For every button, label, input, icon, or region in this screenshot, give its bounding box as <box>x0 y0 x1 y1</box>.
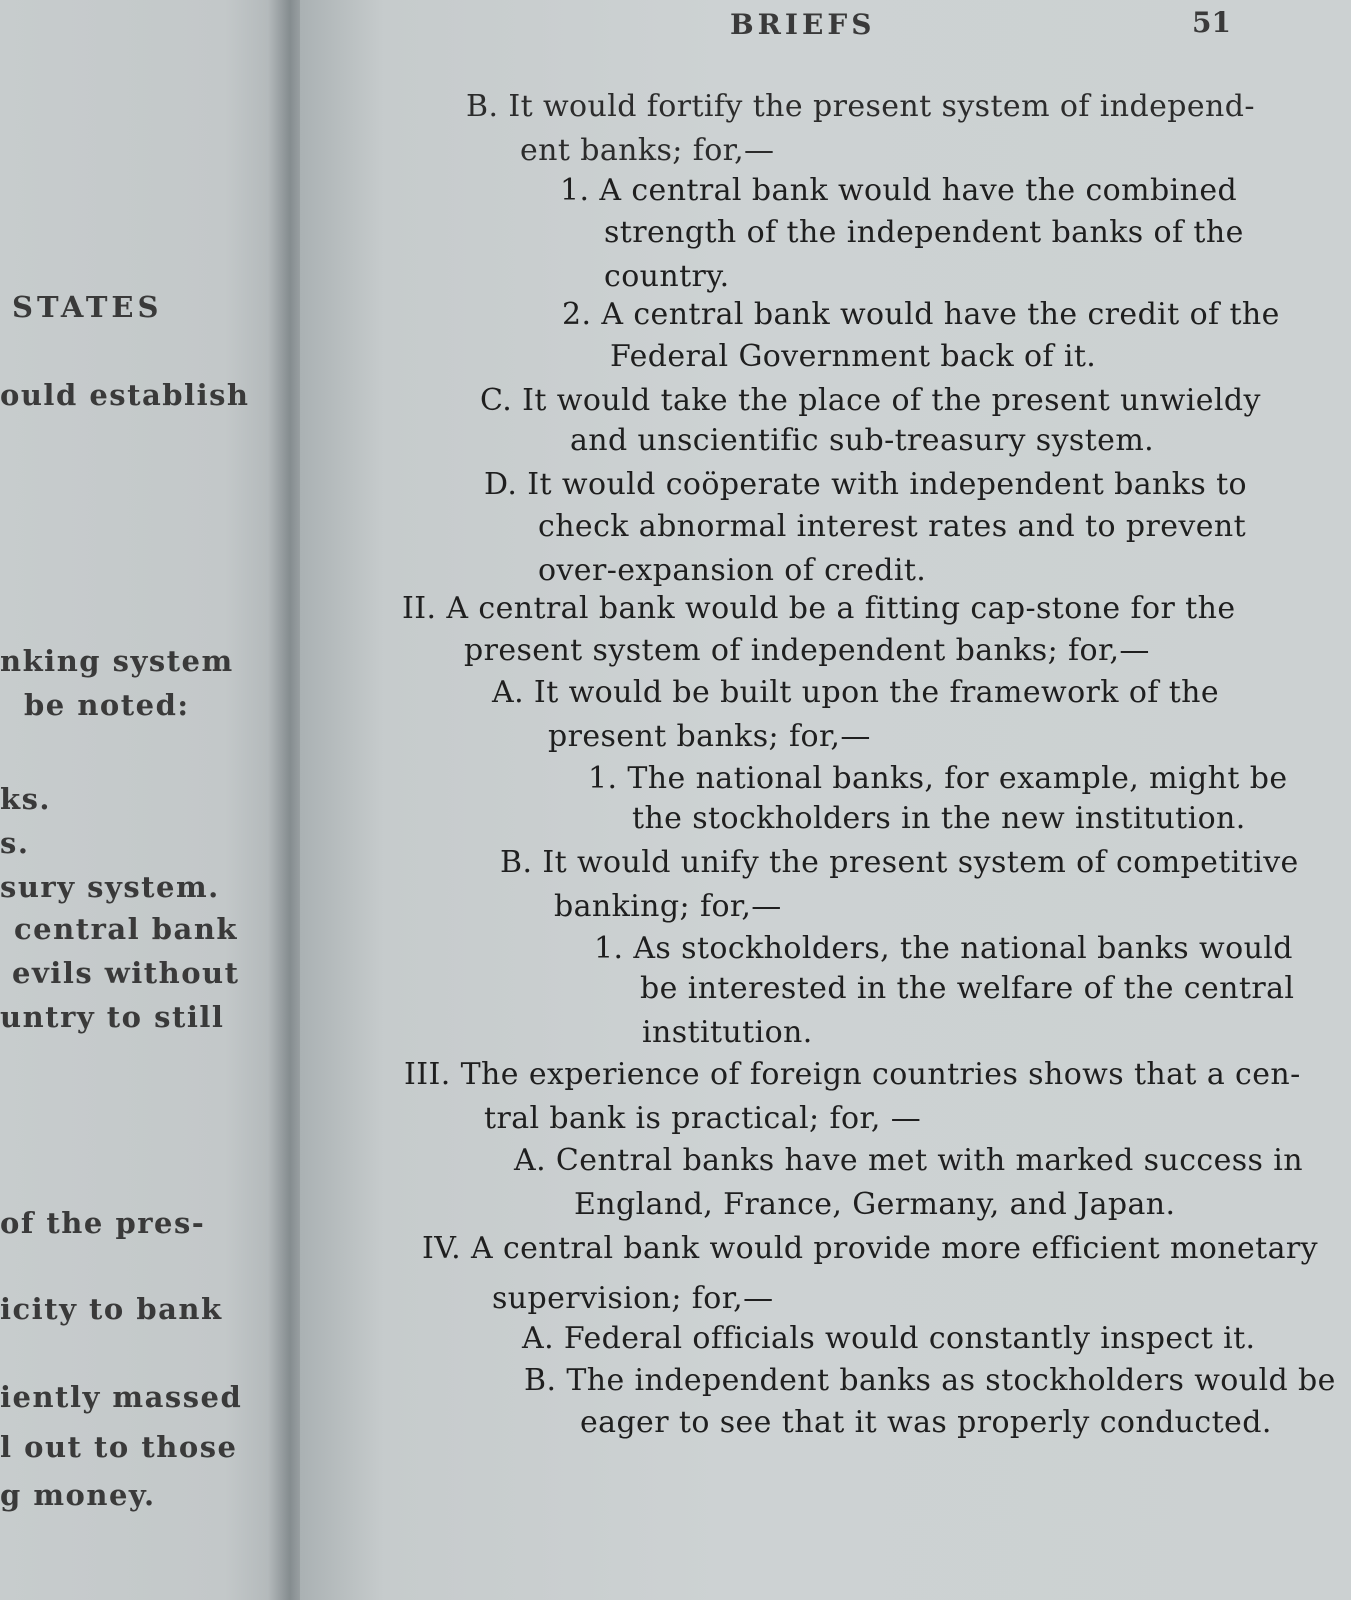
left-page-fragment: of the pres- <box>0 1206 206 1240</box>
outline-line: strength of the independent banks of the <box>604 215 1244 250</box>
left-page-fragment: nking system <box>0 644 234 678</box>
outline-line: over-expansion of credit. <box>538 553 927 588</box>
outline-line: D. It would coöperate with independent banks to <box>484 467 1247 502</box>
outline-line: A. It would be built upon the framework of the <box>492 675 1220 710</box>
left-page-fragment: STATES <box>12 290 163 324</box>
outline-line: England, France, Germany, and Japan. <box>574 1187 1176 1222</box>
outline-line: banking; for,— <box>554 889 782 924</box>
outline-line: and unscientific sub-treasury system. <box>570 423 1155 458</box>
outline-line: III. The experience of foreign countries shows that a cen- <box>404 1057 1301 1092</box>
outline-line: institution. <box>642 1015 813 1050</box>
left-page-fragment: untry to still <box>0 1000 225 1034</box>
left-page-fragment: g money. <box>0 1478 156 1512</box>
left-page-fragment: ks. <box>0 782 52 816</box>
left-page-fragment: sury system. <box>0 870 220 904</box>
outline-line: supervision; for,— <box>492 1281 774 1316</box>
page-number: 51 <box>1192 6 1231 39</box>
outline-line: B. It would fortify the present system of independ- <box>466 89 1255 124</box>
outline-line: A. Central banks have met with marked success in <box>514 1143 1303 1178</box>
left-page-fragment: l out to those <box>0 1430 238 1464</box>
left-page-fragment: evils without <box>12 956 240 990</box>
outline-line: C. It would take the place of the present unwieldy <box>480 383 1261 418</box>
outline-line: 1. The national banks, for example, might be <box>588 761 1288 796</box>
outline-line: country. <box>604 259 730 294</box>
outline-line: check abnormal interest rates and to prevent <box>538 509 1247 544</box>
outline-line: II. A central bank would be a fitting cap-stone for the <box>402 591 1236 626</box>
outline-line: IV. A central bank would provide more efficient monetary <box>422 1231 1318 1266</box>
left-page <box>0 0 300 1600</box>
outline-line: 1. As stockholders, the national banks would <box>594 931 1293 966</box>
outline-line: ent banks; for,— <box>520 133 775 168</box>
outline-line: be interested in the welfare of the central <box>640 971 1295 1006</box>
outline-line: present banks; for,— <box>548 719 871 754</box>
outline-line: 2. A central bank would have the credit of the <box>562 297 1280 332</box>
outline-line: A. Federal officials would constantly inspect it. <box>522 1321 1256 1356</box>
outline-line: present system of independent banks; for,— <box>464 633 1150 668</box>
left-page-fragment: ould establish <box>0 378 250 412</box>
outline-line: the stockholders in the new institution. <box>632 801 1246 836</box>
outline-line: B. The independent banks as stockholders would be <box>524 1363 1336 1398</box>
outline-line: tral bank is practical; for, — <box>484 1101 922 1136</box>
left-page-fragment: s. <box>0 826 30 860</box>
left-page-fragment: icity to bank <box>0 1292 223 1326</box>
running-head: BRIEFS <box>730 8 876 41</box>
left-page-fragment: iently massed <box>0 1380 243 1414</box>
left-page-fragment: central bank <box>14 912 239 946</box>
outline-line: eager to see that it was properly conducted. <box>580 1405 1272 1440</box>
outline-line: B. It would unify the present system of competitive <box>500 845 1299 880</box>
outline-line: Federal Government back of it. <box>610 339 1097 374</box>
left-page-fragment: be noted: <box>24 688 190 722</box>
outline-line: 1. A central bank would have the combined <box>560 173 1238 208</box>
